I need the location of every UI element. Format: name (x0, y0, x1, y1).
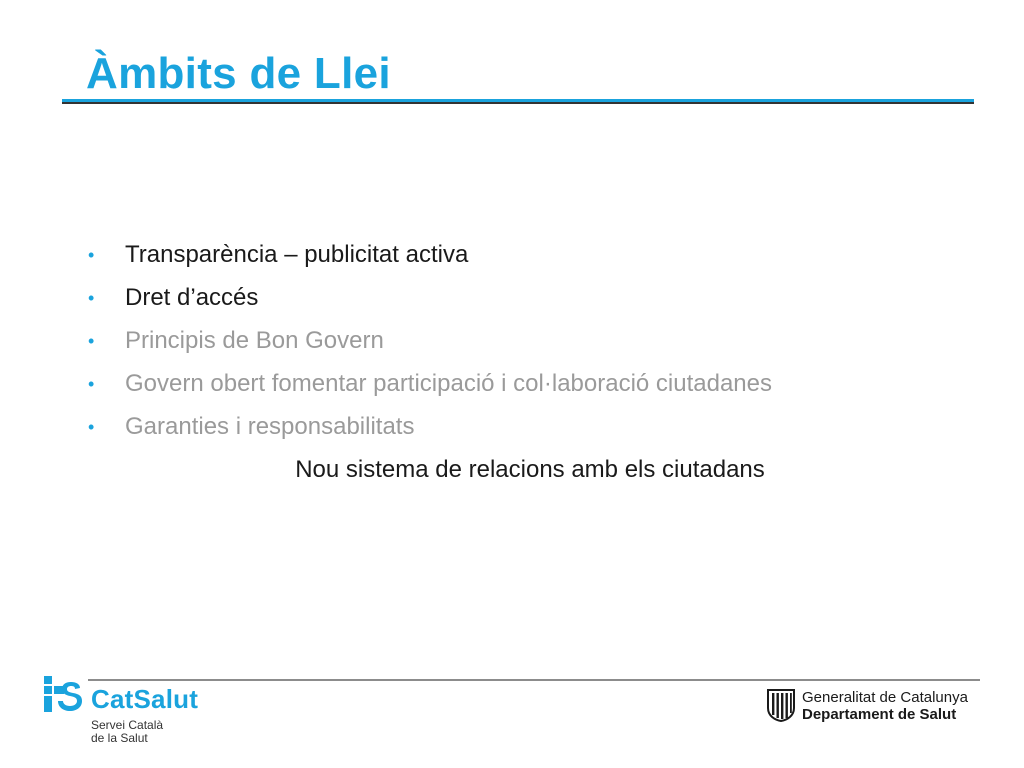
catsalut-subtitle-line2: de la Salut (91, 731, 148, 745)
title-underline-shadow (62, 102, 974, 104)
bullet-text: Govern obert fomentar participació i col·laboració ciutadanes (125, 370, 773, 397)
generalitat-name: Generalitat de Catalunya (802, 689, 968, 706)
bullet-text: Dret d’accés (125, 284, 259, 311)
bullet-icon: • (88, 417, 95, 437)
catsalut-logo (42, 672, 242, 752)
generalitat-logo (766, 686, 986, 726)
department-name: Departament de Salut (802, 706, 957, 723)
generalitat-emblem-icon (766, 688, 796, 722)
bullet-icon: • (88, 288, 95, 308)
slide-title: Àmbits de Llei (86, 49, 391, 98)
bullet-text: Principis de Bon Govern (125, 327, 384, 354)
catsalut-name: CatSalut (91, 684, 199, 714)
bullet-icon: • (88, 245, 95, 265)
bullet-text: Transparència – publicitat activa (125, 241, 469, 268)
bullet-icon: • (88, 374, 95, 394)
catsalut-logo-icon (42, 672, 84, 714)
bullet-icon: • (88, 331, 95, 351)
slide-tagline: Nou sistema de relacions amb els ciutadans (295, 456, 765, 483)
bullet-text: Garanties i responsabilitats (125, 413, 415, 440)
catsalut-subtitle-line1: Servei Català (91, 718, 164, 732)
